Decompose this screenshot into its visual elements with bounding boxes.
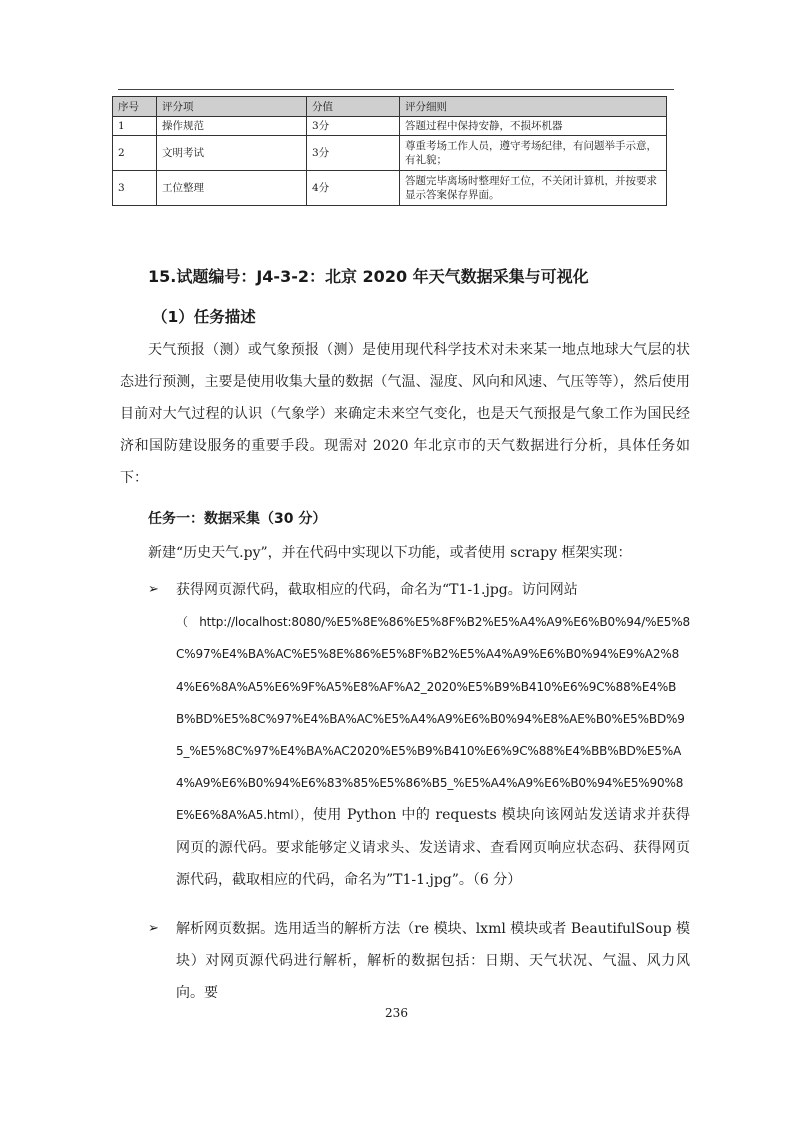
task1-intro: 新建“历史天气.py”，并在代码中实现以下功能，或者使用 scrapy 框架实现： <box>148 545 632 561</box>
col-header-score: 分值 <box>307 97 400 117</box>
bullet-1-rest: 使用 Python 中的 requests 模块向该网站发送请求并获得网页的源代码。要求能够定义请求头、发送请求、查看网页响应状态码、获得网页源代码，截取相应的代码，命名为”T1-1.jpg”。（6 分） <box>176 807 690 888</box>
bullet-item-2: 解析网页数据。选用适当的解析方法（re 模块、lxml 模块或者 BeautifulSoup 模块）对网页源代码进行解析，解析的数据包括：日期、天气状况、气温、风力风向。要 <box>176 921 690 1002</box>
cell-index: 2 <box>113 136 157 171</box>
table-row <box>113 117 667 136</box>
cell-score: 3分 <box>307 117 400 136</box>
header-rule <box>118 89 674 90</box>
cell-item: 操作规范 <box>157 117 307 136</box>
cell-rules: 尊重考场工作人员，遵守考场纪律，有问题举手示意，有礼貌； <box>400 136 667 171</box>
question-heading: 15.试题编号：J4-3-2：北京 2020 年天气数据采集与可视化 <box>148 267 589 286</box>
bullet-arrow-icon: ➢ <box>148 582 159 597</box>
table-header-row <box>113 97 667 117</box>
cell-item: 文明考试 <box>157 136 307 171</box>
cell-score: 4分 <box>307 171 400 206</box>
cell-score: 3分 <box>307 136 400 171</box>
bullet-1-lead: 获得网页源代码，截取相应的代码，命名为“T1-1.jpg。访问网站 <box>176 582 578 598</box>
col-header-item: 评分项 <box>157 97 307 117</box>
task-description-paragraph: 天气预报（测）或气象预报（测）是使用现代科学技术对未来某一地点地球大气层的状态进行预测，主要是使用收集大量的数据（气温、湿度、风向和风速、气压等等），然后使用目前对大气过程的认识（气象学）来确定未来空气变化，也是天气预报是气象工作为国民经济和国防建设服务的重要手段。现需对 2020 年北京市的天气数据进行分析，具体任务如下： <box>120 342 690 486</box>
table-row <box>113 171 667 206</box>
scoring-table <box>112 96 667 206</box>
page-number: 236 <box>385 1006 408 1020</box>
col-header-rules: 评分细则 <box>400 97 667 117</box>
target-url: （http://localhost:8080/%E5%8E%86%E5%8F%B2%E5%A4%A9%E6%B0%94/%E5%8C%97%E4%BA%AC%E5%8E%86%E5%8F%B2%E5%A4%A9%E6%B0%94%E9%A2%84%E6%8A%A5%E6%9F%A5%E8%AF%A2_2020%E5%B9%B410%E6%9C%88%E4%BB%BD%E5%8C%97%E4%BA%AC%E5%A4%A9%E6%B0%94%E8%AE%B0%E5%BD%95_%E5%8C%97%E4%BA%AC2020%E5%B9%B410%E6%9C%88%E4%BB%BD%E5%A4%A9%E6%B0%94%E6%83%85%E5%86%B5_%E5%A4%A9%E6%B0%94%E5%90%8E%E6%8A%A5.html）， <box>176 615 690 823</box>
cell-rules: 答题完毕离场时整理好工位，不关闭计算机，并按要求显示答案保存界面。 <box>400 171 667 206</box>
task-description-heading: （1）任务描述 <box>152 308 256 326</box>
cell-rules: 答题过程中保持安静，不损坏机器 <box>400 117 667 136</box>
bullet-arrow-icon: ➢ <box>148 921 159 936</box>
col-header-index: 序号 <box>113 97 157 117</box>
table-row <box>113 136 667 171</box>
cell-index: 1 <box>113 117 157 136</box>
task1-heading: 任务一：数据采集（30 分） <box>148 511 327 527</box>
cell-index: 3 <box>113 171 157 206</box>
cell-item: 工位整理 <box>157 171 307 206</box>
bullet-item-1 <box>176 574 690 896</box>
